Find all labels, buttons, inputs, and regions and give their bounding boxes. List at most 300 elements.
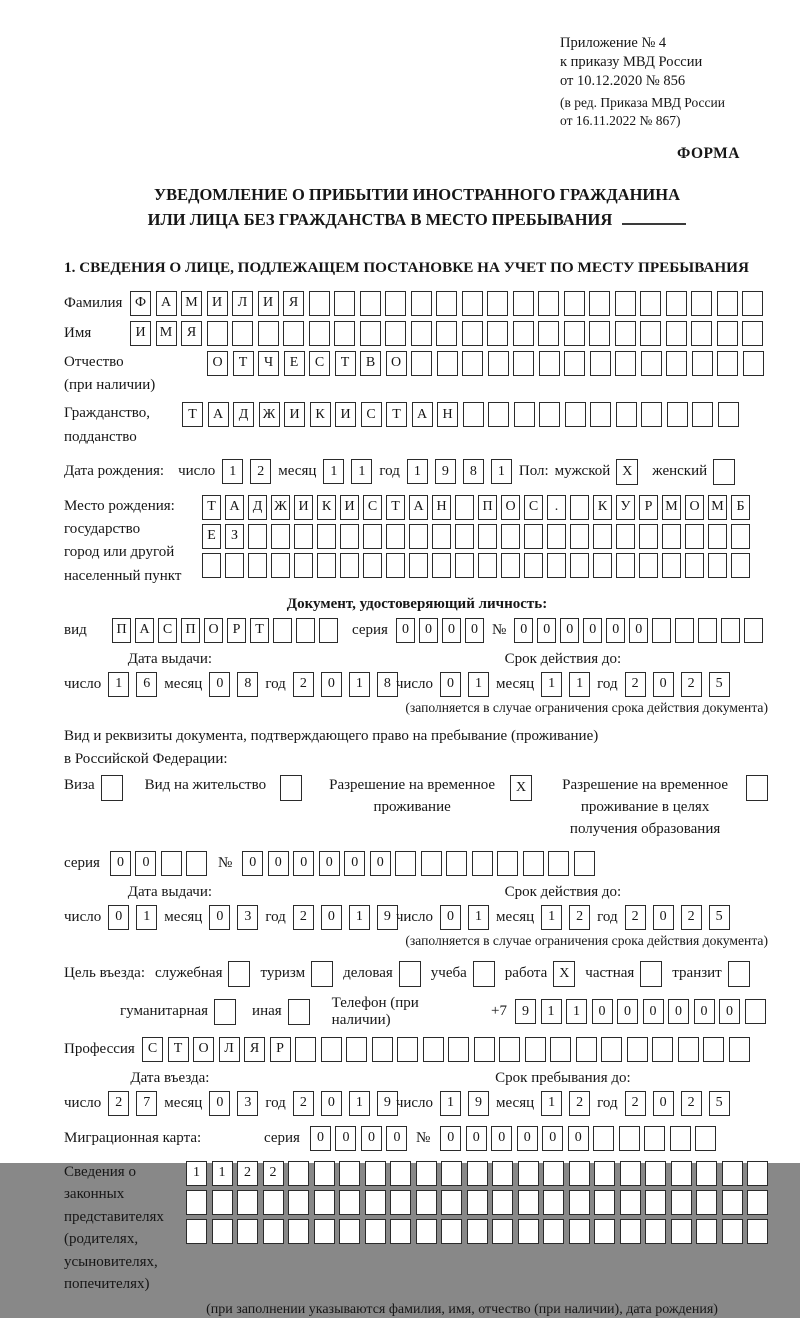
form-cell[interactable] (271, 553, 290, 578)
form-cell[interactable]: 0 (653, 1091, 674, 1116)
permit-issue-year-cells[interactable] (293, 905, 405, 930)
form-cell[interactable] (363, 524, 382, 549)
form-cell[interactable] (365, 1161, 386, 1186)
form-cell[interactable]: А (156, 291, 177, 316)
permit-series-cells[interactable] (110, 851, 212, 876)
form-cell[interactable]: С (524, 495, 543, 520)
form-cell[interactable] (721, 618, 740, 643)
form-cell[interactable] (565, 402, 586, 427)
form-cell[interactable] (518, 1190, 539, 1215)
form-cell[interactable]: 0 (440, 672, 461, 697)
form-cell[interactable] (641, 351, 662, 376)
form-cell[interactable]: 0 (361, 1126, 382, 1151)
form-cell[interactable]: 9 (468, 1091, 489, 1116)
form-cell[interactable]: И (258, 291, 279, 316)
form-cell[interactable] (365, 1219, 386, 1244)
form-cell[interactable] (478, 553, 497, 578)
form-cell[interactable] (283, 321, 304, 346)
form-cell[interactable]: 0 (440, 905, 461, 930)
form-cell[interactable] (640, 321, 661, 346)
form-cell[interactable]: Т (168, 1037, 189, 1062)
purpose-tourism-checkbox[interactable] (311, 961, 333, 987)
form-cell[interactable]: К (593, 495, 612, 520)
form-cell[interactable] (513, 351, 534, 376)
form-cell[interactable]: О (685, 495, 704, 520)
form-cell[interactable]: Ж (259, 402, 280, 427)
form-cell[interactable] (497, 851, 518, 876)
form-cell[interactable] (472, 851, 493, 876)
migration-number-cells[interactable] (440, 1126, 721, 1151)
form-cell[interactable] (161, 851, 182, 876)
form-cell[interactable] (731, 524, 750, 549)
form-cell[interactable]: 0 (653, 905, 674, 930)
form-cell[interactable] (708, 524, 727, 549)
form-cell[interactable] (569, 1190, 590, 1215)
doc-valid-year-cells[interactable] (625, 672, 737, 697)
form-cell[interactable]: 0 (643, 999, 664, 1024)
form-cell[interactable] (295, 1037, 316, 1062)
form-cell[interactable] (708, 553, 727, 578)
permit-issue-month-cells[interactable] (209, 905, 265, 930)
form-cell[interactable] (390, 1219, 411, 1244)
birth-place-row2-cells[interactable] (202, 524, 754, 549)
form-cell[interactable] (248, 524, 267, 549)
form-cell[interactable] (397, 1037, 418, 1062)
form-cell[interactable] (411, 321, 432, 346)
form-cell[interactable] (212, 1190, 233, 1215)
form-cell[interactable] (237, 1219, 258, 1244)
form-cell[interactable]: 1 (349, 1091, 370, 1116)
form-cell[interactable] (525, 1037, 546, 1062)
form-cell[interactable] (742, 291, 763, 316)
birth-month-cells[interactable] (323, 459, 379, 484)
purpose-humanitarian-checkbox[interactable] (214, 999, 236, 1025)
form-cell[interactable] (590, 402, 611, 427)
form-cell[interactable] (467, 1161, 488, 1186)
form-cell[interactable] (518, 1161, 539, 1186)
form-cell[interactable] (616, 524, 635, 549)
form-cell[interactable]: И (284, 402, 305, 427)
form-cell[interactable] (334, 321, 355, 346)
form-cell[interactable]: А (208, 402, 229, 427)
entry-day-cells[interactable] (108, 1091, 164, 1116)
form-cell[interactable] (416, 1190, 437, 1215)
form-cell[interactable]: 1 (351, 459, 372, 484)
form-cell[interactable]: 1 (541, 905, 562, 930)
form-cell[interactable]: 1 (108, 672, 129, 697)
form-cell[interactable] (432, 553, 451, 578)
form-cell[interactable] (619, 1126, 640, 1151)
form-cell[interactable] (463, 402, 484, 427)
form-cell[interactable] (692, 402, 713, 427)
doc-issue-day-cells[interactable] (108, 672, 164, 697)
residence-permit-checkbox[interactable] (280, 775, 302, 801)
doc-number-cells[interactable] (514, 618, 767, 643)
form-cell[interactable] (514, 402, 535, 427)
form-cell[interactable] (696, 1161, 717, 1186)
form-cell[interactable] (237, 1190, 258, 1215)
form-cell[interactable] (263, 1219, 284, 1244)
form-cell[interactable] (692, 351, 713, 376)
form-cell[interactable] (616, 553, 635, 578)
form-cell[interactable]: У (616, 495, 635, 520)
form-cell[interactable] (339, 1161, 360, 1186)
form-cell[interactable] (743, 351, 764, 376)
sex-female-checkbox[interactable] (713, 459, 735, 485)
form-cell[interactable] (543, 1219, 564, 1244)
form-cell[interactable] (574, 851, 595, 876)
form-cell[interactable] (640, 291, 661, 316)
form-cell[interactable]: 1 (566, 999, 587, 1024)
form-cell[interactable] (695, 1126, 716, 1151)
form-cell[interactable]: 6 (136, 672, 157, 697)
form-cell[interactable]: 0 (491, 1126, 512, 1151)
form-cell[interactable]: Ф (130, 291, 151, 316)
form-cell[interactable] (385, 291, 406, 316)
form-cell[interactable] (589, 321, 610, 346)
form-cell[interactable] (499, 1037, 520, 1062)
form-cell[interactable]: 0 (514, 618, 533, 643)
form-cell[interactable] (309, 321, 330, 346)
form-cell[interactable] (548, 851, 569, 876)
form-cell[interactable] (570, 553, 589, 578)
form-cell[interactable] (703, 1037, 724, 1062)
form-cell[interactable] (436, 321, 457, 346)
form-cell[interactable]: К (310, 402, 331, 427)
form-cell[interactable]: 0 (321, 672, 342, 697)
birth-year-cells[interactable] (407, 459, 519, 484)
form-cell[interactable]: Л (232, 291, 253, 316)
form-cell[interactable]: Т (202, 495, 221, 520)
form-cell[interactable] (319, 618, 338, 643)
form-cell[interactable] (436, 291, 457, 316)
form-cell[interactable]: 1 (541, 1091, 562, 1116)
form-cell[interactable]: С (363, 495, 382, 520)
form-cell[interactable] (487, 321, 508, 346)
form-cell[interactable]: Т (233, 351, 254, 376)
form-cell[interactable] (421, 851, 442, 876)
form-cell[interactable]: 0 (719, 999, 740, 1024)
form-cell[interactable] (547, 524, 566, 549)
form-cell[interactable] (717, 351, 738, 376)
temp-residence-checkbox[interactable]: X (510, 775, 532, 801)
form-cell[interactable]: 2 (625, 905, 646, 930)
form-cell[interactable]: Я (283, 291, 304, 316)
form-cell[interactable] (309, 291, 330, 316)
form-cell[interactable]: Н (432, 495, 451, 520)
patronymic-cells[interactable] (207, 351, 768, 376)
form-cell[interactable] (273, 618, 292, 643)
temp-residence-education-checkbox[interactable] (746, 775, 768, 801)
form-cell[interactable]: 1 (468, 672, 489, 697)
form-cell[interactable]: Д (248, 495, 267, 520)
form-cell[interactable]: И (294, 495, 313, 520)
form-cell[interactable]: Т (386, 402, 407, 427)
form-cell[interactable] (615, 321, 636, 346)
purpose-transit-checkbox[interactable] (728, 961, 750, 987)
form-cell[interactable]: 0 (653, 672, 674, 697)
form-cell[interactable] (390, 1190, 411, 1215)
form-cell[interactable] (576, 1037, 597, 1062)
form-cell[interactable]: 2 (263, 1161, 284, 1186)
form-cell[interactable] (492, 1190, 513, 1215)
form-cell[interactable] (539, 402, 560, 427)
form-cell[interactable] (594, 1161, 615, 1186)
form-cell[interactable] (652, 1037, 673, 1062)
form-cell[interactable] (446, 851, 467, 876)
form-cell[interactable]: О (501, 495, 520, 520)
form-cell[interactable]: П (181, 618, 200, 643)
form-cell[interactable]: Я (181, 321, 202, 346)
form-cell[interactable]: 0 (542, 1126, 563, 1151)
form-cell[interactable]: 0 (668, 999, 689, 1024)
form-cell[interactable] (314, 1190, 335, 1215)
form-cell[interactable]: М (156, 321, 177, 346)
form-cell[interactable]: 9 (377, 1091, 398, 1116)
form-cell[interactable] (441, 1161, 462, 1186)
form-cell[interactable]: 1 (186, 1161, 207, 1186)
form-cell[interactable]: 0 (209, 905, 230, 930)
form-cell[interactable]: И (335, 402, 356, 427)
form-cell[interactable]: 9 (515, 999, 536, 1024)
form-cell[interactable]: Т (250, 618, 269, 643)
phone-cells[interactable] (515, 999, 770, 1024)
form-cell[interactable] (645, 1190, 666, 1215)
form-cell[interactable] (615, 291, 636, 316)
form-cell[interactable] (360, 291, 381, 316)
form-cell[interactable] (662, 553, 681, 578)
form-cell[interactable]: Т (335, 351, 356, 376)
form-cell[interactable]: А (409, 495, 428, 520)
citizenship-cells[interactable] (182, 402, 743, 427)
form-cell[interactable]: 5 (709, 672, 730, 697)
form-cell[interactable]: 8 (463, 459, 484, 484)
profession-cells[interactable] (142, 1037, 754, 1062)
form-cell[interactable]: 2 (293, 672, 314, 697)
form-cell[interactable] (492, 1161, 513, 1186)
form-cell[interactable]: 2 (250, 459, 271, 484)
form-cell[interactable]: Р (270, 1037, 291, 1062)
form-cell[interactable]: 0 (466, 1126, 487, 1151)
form-cell[interactable] (501, 524, 520, 549)
form-cell[interactable]: 1 (136, 905, 157, 930)
form-cell[interactable] (747, 1161, 768, 1186)
form-cell[interactable]: 0 (209, 1091, 230, 1116)
form-cell[interactable] (186, 1219, 207, 1244)
form-cell[interactable]: С (142, 1037, 163, 1062)
permit-number-cells[interactable] (242, 851, 599, 876)
form-cell[interactable] (372, 1037, 393, 1062)
form-cell[interactable] (691, 291, 712, 316)
form-cell[interactable]: А (135, 618, 154, 643)
form-cell[interactable] (360, 321, 381, 346)
form-cell[interactable]: 1 (569, 672, 590, 697)
form-cell[interactable]: О (386, 351, 407, 376)
form-cell[interactable] (513, 291, 534, 316)
form-cell[interactable] (455, 553, 474, 578)
form-cell[interactable]: Н (437, 402, 458, 427)
form-cell[interactable] (501, 553, 520, 578)
form-cell[interactable]: 1 (440, 1091, 461, 1116)
form-cell[interactable] (478, 524, 497, 549)
form-cell[interactable]: 1 (349, 672, 370, 697)
form-cell[interactable] (594, 1190, 615, 1215)
form-cell[interactable] (462, 291, 483, 316)
purpose-official-checkbox[interactable] (228, 961, 250, 987)
form-cell[interactable]: 0 (592, 999, 613, 1024)
form-cell[interactable]: 1 (541, 999, 562, 1024)
form-cell[interactable] (620, 1190, 641, 1215)
form-cell[interactable] (747, 1190, 768, 1215)
form-cell[interactable] (564, 351, 585, 376)
doc-issue-month-cells[interactable] (209, 672, 265, 697)
form-cell[interactable]: Т (386, 495, 405, 520)
form-cell[interactable] (462, 321, 483, 346)
form-cell[interactable] (667, 402, 688, 427)
form-cell[interactable]: О (207, 351, 228, 376)
form-cell[interactable]: С (361, 402, 382, 427)
form-cell[interactable]: 0 (135, 851, 156, 876)
form-cell[interactable]: Я (244, 1037, 265, 1062)
form-cell[interactable] (666, 321, 687, 346)
form-cell[interactable] (340, 553, 359, 578)
doc-series-cells[interactable] (396, 618, 488, 643)
form-cell[interactable] (416, 1219, 437, 1244)
form-cell[interactable] (564, 321, 585, 346)
form-cell[interactable] (288, 1190, 309, 1215)
form-cell[interactable]: 0 (419, 618, 438, 643)
form-cell[interactable] (671, 1219, 692, 1244)
form-cell[interactable] (314, 1219, 335, 1244)
form-cell[interactable]: 0 (606, 618, 625, 643)
purpose-other-checkbox[interactable] (288, 999, 310, 1025)
stay-month-cells[interactable] (541, 1091, 597, 1116)
form-cell[interactable] (386, 524, 405, 549)
form-cell[interactable]: 2 (569, 1091, 590, 1116)
form-cell[interactable]: 0 (310, 1126, 331, 1151)
stay-year-cells[interactable] (625, 1091, 737, 1116)
form-cell[interactable] (492, 1219, 513, 1244)
form-cell[interactable]: 0 (344, 851, 365, 876)
form-cell[interactable] (385, 321, 406, 346)
form-cell[interactable]: 0 (629, 618, 648, 643)
purpose-private-checkbox[interactable] (640, 961, 662, 987)
form-cell[interactable] (488, 351, 509, 376)
form-cell[interactable]: 3 (237, 1091, 258, 1116)
form-cell[interactable]: 1 (212, 1161, 233, 1186)
entry-month-cells[interactable] (209, 1091, 265, 1116)
form-cell[interactable] (441, 1190, 462, 1215)
representatives-row1-cells[interactable] (186, 1161, 773, 1186)
form-cell[interactable]: 0 (108, 905, 129, 930)
doc-valid-day-cells[interactable] (440, 672, 496, 697)
form-cell[interactable] (620, 1219, 641, 1244)
form-cell[interactable]: 0 (386, 1126, 407, 1151)
form-cell[interactable]: 0 (335, 1126, 356, 1151)
form-cell[interactable]: 0 (242, 851, 263, 876)
migration-series-cells[interactable] (310, 1126, 412, 1151)
form-cell[interactable]: 2 (681, 905, 702, 930)
form-cell[interactable] (202, 553, 221, 578)
form-cell[interactable]: 1 (541, 672, 562, 697)
given-name-cells[interactable] (130, 321, 768, 346)
form-cell[interactable] (334, 291, 355, 316)
form-cell[interactable] (363, 553, 382, 578)
representatives-row2-cells[interactable] (186, 1190, 773, 1215)
form-cell[interactable]: 3 (237, 905, 258, 930)
form-cell[interactable] (340, 524, 359, 549)
form-cell[interactable]: 0 (268, 851, 289, 876)
form-cell[interactable]: 0 (694, 999, 715, 1024)
form-cell[interactable] (294, 524, 313, 549)
form-cell[interactable] (747, 1219, 768, 1244)
form-cell[interactable] (467, 1190, 488, 1215)
form-cell[interactable] (474, 1037, 495, 1062)
form-cell[interactable]: 0 (319, 851, 340, 876)
form-cell[interactable] (671, 1161, 692, 1186)
form-cell[interactable] (744, 618, 763, 643)
form-cell[interactable]: Ж (271, 495, 290, 520)
form-cell[interactable] (616, 402, 637, 427)
form-cell[interactable]: 2 (569, 905, 590, 930)
form-cell[interactable]: 0 (396, 618, 415, 643)
form-cell[interactable]: В (360, 351, 381, 376)
form-cell[interactable] (462, 351, 483, 376)
form-cell[interactable] (589, 291, 610, 316)
purpose-business-checkbox[interactable] (399, 961, 421, 987)
form-cell[interactable]: А (225, 495, 244, 520)
form-cell[interactable] (186, 1190, 207, 1215)
form-cell[interactable] (339, 1219, 360, 1244)
form-cell[interactable]: 1 (222, 459, 243, 484)
form-cell[interactable] (645, 1161, 666, 1186)
form-cell[interactable]: О (204, 618, 223, 643)
form-cell[interactable] (294, 553, 313, 578)
form-cell[interactable] (225, 553, 244, 578)
form-cell[interactable] (339, 1190, 360, 1215)
form-cell[interactable] (321, 1037, 342, 1062)
form-cell[interactable]: М (181, 291, 202, 316)
form-cell[interactable] (666, 291, 687, 316)
form-cell[interactable]: К (317, 495, 336, 520)
form-cell[interactable]: 2 (681, 1091, 702, 1116)
form-cell[interactable]: 0 (321, 905, 342, 930)
form-cell[interactable] (346, 1037, 367, 1062)
form-cell[interactable] (263, 1190, 284, 1215)
form-cell[interactable]: 7 (136, 1091, 157, 1116)
form-cell[interactable]: 9 (377, 905, 398, 930)
doc-issue-year-cells[interactable] (293, 672, 405, 697)
form-cell[interactable]: М (662, 495, 681, 520)
form-cell[interactable] (718, 402, 739, 427)
form-cell[interactable] (717, 291, 738, 316)
form-cell[interactable] (601, 1037, 622, 1062)
entry-year-cells[interactable] (293, 1091, 405, 1116)
form-cell[interactable] (518, 1219, 539, 1244)
form-cell[interactable]: 0 (442, 618, 461, 643)
form-cell[interactable]: 0 (465, 618, 484, 643)
form-cell[interactable] (288, 1161, 309, 1186)
form-cell[interactable]: Е (284, 351, 305, 376)
form-cell[interactable]: 0 (517, 1126, 538, 1151)
form-cell[interactable]: И (340, 495, 359, 520)
form-cell[interactable] (411, 351, 432, 376)
form-cell[interactable] (662, 524, 681, 549)
form-cell[interactable]: 0 (537, 618, 556, 643)
form-cell[interactable] (432, 524, 451, 549)
form-cell[interactable] (691, 321, 712, 346)
form-cell[interactable]: 2 (293, 1091, 314, 1116)
